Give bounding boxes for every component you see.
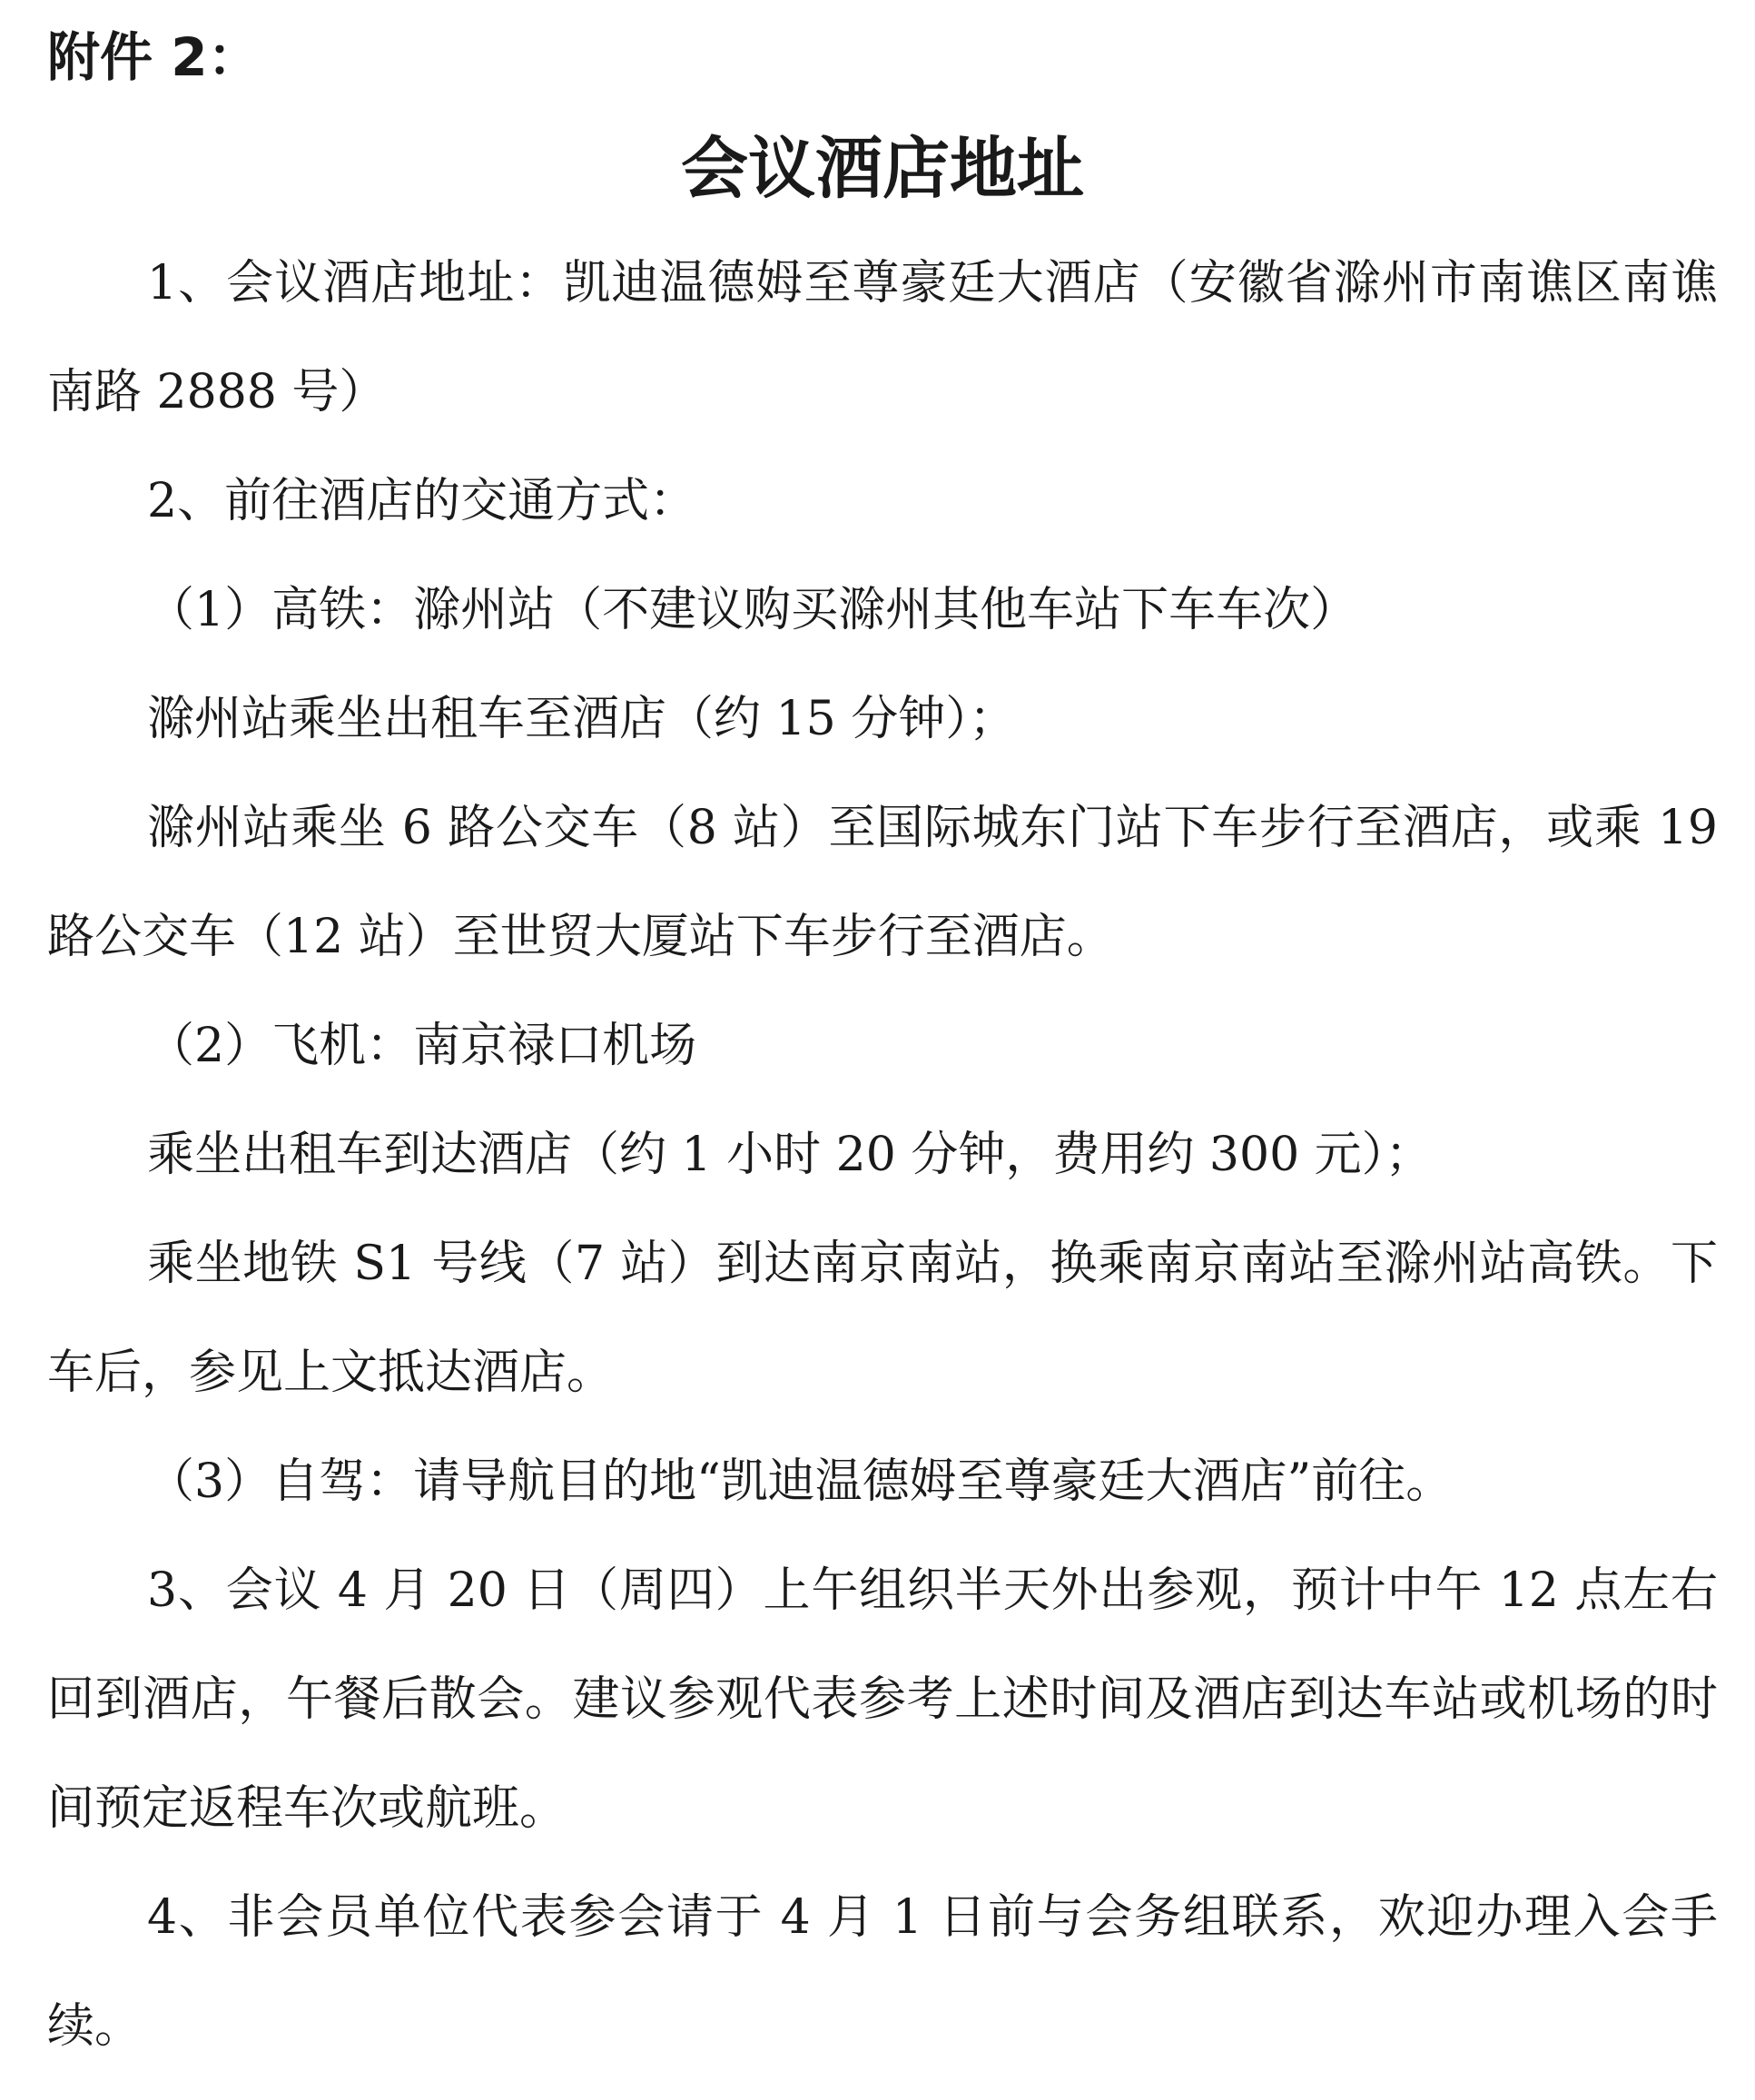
paragraph-metro-from-airport: 乘坐地铁 S1 号线（7 站）到达南京南站，换乘南京南站至滁州站高铁。下车后，参见上文抵达酒店。 (47, 1237, 1718, 1400)
paragraph-bus-from-station: 滁州站乘坐 6 路公交车（8 站）至国际城东门站下车步行至酒店，或乘 19 路公交车（12 站）至世贸大厦站下车步行至酒店。 (47, 801, 1718, 964)
paragraph-airplane: （2）飞机：南京禄口机场 (147, 1019, 697, 1073)
paragraph-transport-heading: 2、前往酒店的交通方式： (147, 474, 697, 528)
page-title: 会议酒店地址 (681, 130, 1084, 208)
attachment-label: 附件 2： (47, 26, 261, 88)
paragraph-high-speed-rail: （1）高铁：滁州站（不建议购买滁州其他车站下车车次） (147, 583, 1358, 637)
paragraph-visit-schedule: 3、会议 4 月 20 日（周四）上午组织半天外出参观，预计中午 12 点左右回到酒店，午餐后散会。建议参观代表参考上述时间及酒店到达车站或机场的时间预定返程车次或航班。 (47, 1563, 1718, 1836)
paragraph-self-drive: （3）自驾：请导航目的地“凯迪温德姆至尊豪廷大酒店”前往。 (147, 1454, 1454, 1509)
paragraph-non-member: 4、非会员单位代表参会请于 4 月 1 日前与会务组联系，欢迎办理入会手续。 (47, 1890, 1718, 2054)
paragraph-hotel-address: 1、会议酒店地址：凯迪温德姆至尊豪廷大酒店（安徽省滁州市南谯区南谯南路 2888 号） (47, 256, 1718, 419)
paragraph-taxi-from-airport: 乘坐出租车到达酒店（约 1 小时 20 分钟，费用约 300 元）； (147, 1128, 1433, 1182)
paragraph-taxi-from-station: 滁州站乘坐出租车至酒店（约 15 分钟）； (147, 692, 1017, 746)
document-body (47, 229, 1718, 2081)
